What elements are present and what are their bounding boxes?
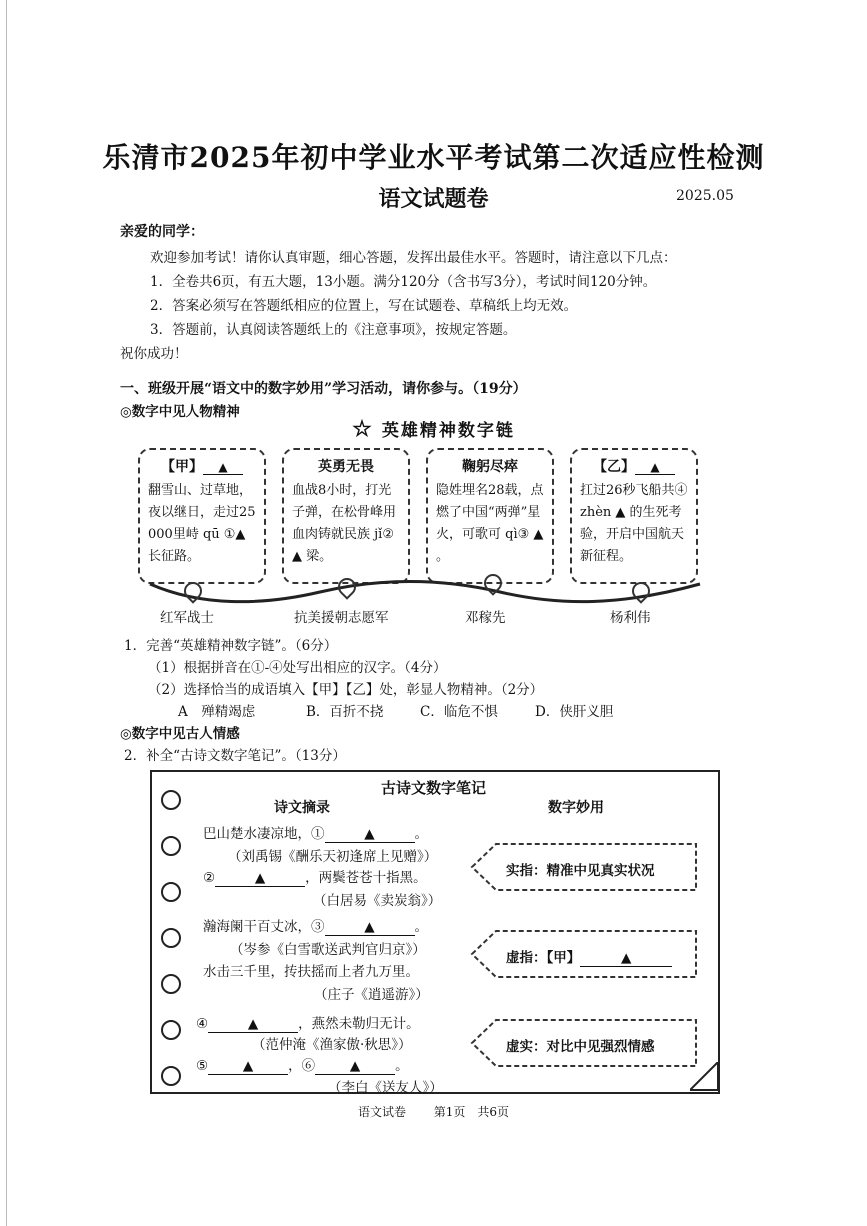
use-label-1: 实指：精准中见真实状况 xyxy=(506,863,655,879)
box-body: 血战8小时，打光子弹，在松骨峰用血肉铸就民族 jǐ② ▲ 梁。 xyxy=(292,483,397,564)
poem-line: ④ ▲ ，燕然未勒归无计。 xyxy=(196,1016,420,1032)
poem-source: （白居易《卖炭翁》） xyxy=(313,893,442,909)
poem-source: （岑参《白雪歌送武判官归京》） xyxy=(230,942,426,958)
star-icon: ☆ xyxy=(352,416,374,442)
notebook-col-left: 诗文摘录 xyxy=(274,800,330,816)
chain-title-text: 英雄精神数字链 xyxy=(381,421,515,441)
section1-sub1: ◎数字中见人物精神 xyxy=(120,404,240,420)
binder-ring-icon xyxy=(161,1020,181,1040)
question-2: 2．补全“古诗文数字笔记”。（13分） xyxy=(124,748,346,764)
chain-title xyxy=(0,416,867,442)
poem-line: 巴山楚水凄凉地，① ▲ 。 xyxy=(203,826,428,842)
blank-1: ▲ xyxy=(325,826,415,843)
exam-date: 2025.05 xyxy=(676,188,734,204)
chain-box-deng xyxy=(426,448,554,584)
binder-ring-icon xyxy=(161,1066,181,1086)
poem-line: 水击三千里，抟扶摇而上者九万里。 xyxy=(203,964,419,980)
box-head: 英勇无畏 xyxy=(318,459,374,475)
exam-subtitle: 语文试题卷 xyxy=(378,186,489,212)
binder-ring-icon xyxy=(161,928,181,948)
box-body: 翻雪山、过草地，夜以继日，走过25000里峙 qū ①▲ 长征路。 xyxy=(148,483,256,564)
box-body: 扛过26秒飞船共④zhèn ▲ 的生死考验，开启中国航天新征程。 xyxy=(580,483,688,564)
question-1: 1．完善“英雄精神数字链”。（6分） xyxy=(124,638,338,654)
question-1-1: （1）根据拼音在①-④处写出相应的汉字。（4分） xyxy=(148,660,447,676)
option-c: C．临危不惧 xyxy=(420,704,498,720)
page-footer xyxy=(0,1103,867,1120)
person-label: 红军战士 xyxy=(160,610,214,626)
section1-heading: 一、班级开展“语文中的数字妙用”学习活动，请你参与。（19分） xyxy=(120,381,527,397)
intro-line-3: 2．答案必须写在答题纸相应的位置上，写在试题卷、草稿纸上均无效。 xyxy=(150,298,578,314)
blank-yi: ▲ xyxy=(635,460,675,475)
intro-line-4: 3．答题前，认真阅读答题纸上的《注意事项》，按规定答题。 xyxy=(150,322,517,338)
poem-line: ② ▲ ，两鬓苍苍十指黑。 xyxy=(203,870,427,886)
notebook-col-right: 数字妙用 xyxy=(548,800,604,816)
poem-line: 瀚海阑干百丈冰，③ ▲ 。 xyxy=(203,919,428,935)
footer-right: 第1页 共6页 xyxy=(433,1105,510,1119)
footer-left: 语文试卷 xyxy=(357,1105,406,1119)
binder-ring-icon xyxy=(161,974,181,994)
intro-closing: 祝你成功！ xyxy=(120,346,188,362)
option-d: D．侠肝义胆 xyxy=(535,704,614,720)
use-label-2: 虚指：【甲】 ▲ xyxy=(506,946,672,967)
box-body: 隐姓埋名28载，点燃了中国“两弹”星火，可歌可 qì③ ▲ 。 xyxy=(436,483,544,564)
binder-ring-icon xyxy=(161,836,181,856)
chain-box-yang xyxy=(570,448,698,584)
option-b: B．百折不挠 xyxy=(306,704,384,720)
box-head: 鞠躬尽瘁 xyxy=(462,459,518,475)
notebook-title: 古诗文数字笔记 xyxy=(380,779,486,797)
blank-2: ▲ xyxy=(215,870,305,887)
person-label: 杨利伟 xyxy=(610,610,651,626)
question-1-2: （2）选择恰当的成语填入【甲】【乙】处，彰显人物精神。（2分） xyxy=(148,682,544,698)
box-head: 【甲】 xyxy=(161,459,203,475)
poem-source: （庄子《逍遥游》） xyxy=(314,987,429,1003)
section1-sub2: ◎数字中见古人情感 xyxy=(120,726,240,742)
intro-line-1: 欢迎参加考试！请你认真审题，细心答题，发挥出最佳水平。答题时，请注意以下几点： xyxy=(150,250,677,266)
intro-line-2: 1．全卷共6页，有五大题，13小题。满分120分（含书写3分），考试时间120分钟。 xyxy=(150,274,657,290)
use-label-3: 虚实：对比中见强烈情感 xyxy=(506,1039,655,1055)
blank-3: ▲ xyxy=(325,919,415,936)
page-curl-icon xyxy=(690,1062,720,1092)
binder-ring-icon xyxy=(161,882,181,902)
chain-box-red-army xyxy=(138,448,266,584)
greeting: 亲爱的同学： xyxy=(120,224,204,240)
blank-jia-2: ▲ xyxy=(580,950,672,967)
blank-4: ▲ xyxy=(208,1016,298,1033)
person-label: 抗美援朝志愿军 xyxy=(294,610,389,626)
poem-source: （范仲淹《渔家傲·秋思》） xyxy=(252,1037,412,1053)
poem-source: （李白《送友人》） xyxy=(328,1080,443,1096)
chain-box-volunteer xyxy=(282,448,410,584)
blank-5: ▲ xyxy=(208,1058,288,1075)
exam-title: 乐清市2025年初中学业水平考试第二次适应性检测 xyxy=(102,141,765,174)
box-head: 【乙】 xyxy=(593,459,635,475)
blank-jia: ▲ xyxy=(203,460,243,475)
poem-source: （刘禹锡《酬乐天初逢席上见赠》） xyxy=(228,849,438,865)
person-label: 邓稼先 xyxy=(465,610,506,626)
poem-line: ⑤ ▲ ，⑥ ▲ 。 xyxy=(196,1058,409,1074)
blank-6: ▲ xyxy=(315,1058,395,1075)
option-a: A 殚精竭虑 xyxy=(178,704,256,720)
